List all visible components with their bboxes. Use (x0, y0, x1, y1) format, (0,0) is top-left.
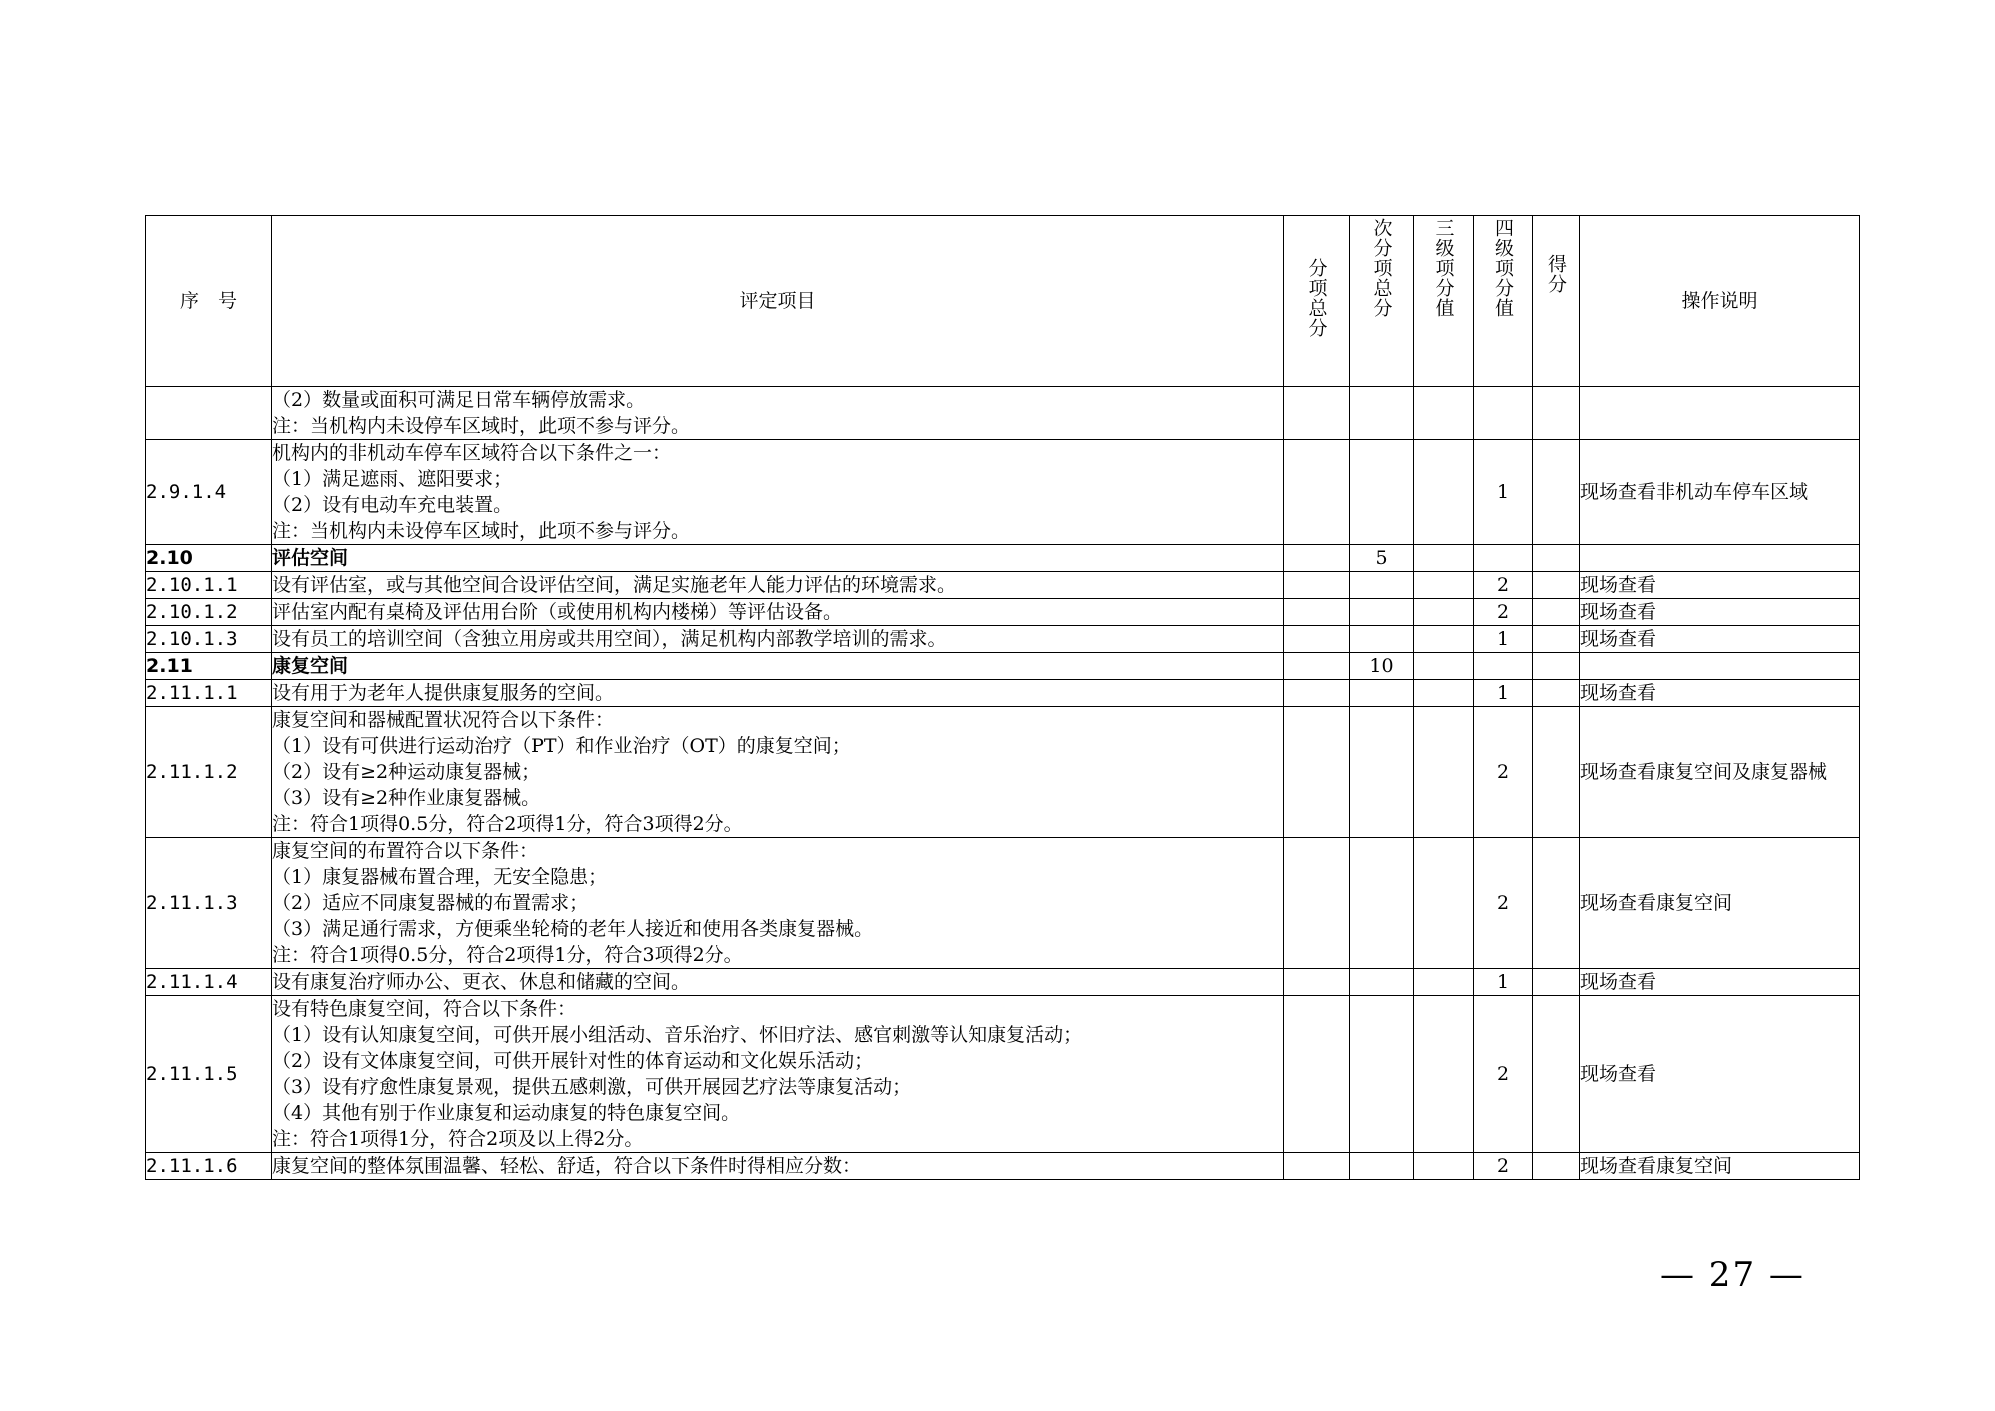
row-level3 (1414, 969, 1474, 996)
row-note: 现场查看 (1580, 680, 1860, 707)
row-seq (146, 387, 272, 440)
row-score (1533, 680, 1580, 707)
page-number: — 27 — (1660, 1255, 1805, 1295)
row-level4: 1 (1474, 680, 1533, 707)
table-row (146, 680, 1860, 707)
row-level4: 2 (1474, 572, 1533, 599)
row-sub-total: 5 (1350, 545, 1414, 572)
row-sub-total (1350, 572, 1414, 599)
row-score (1533, 440, 1580, 545)
row-note: 现场查看康复空间 (1580, 1153, 1860, 1180)
row-item (272, 838, 1284, 969)
header-seq: 序 号 (146, 216, 272, 387)
row-total (1284, 707, 1350, 838)
row-score (1533, 599, 1580, 626)
row-item (272, 680, 1284, 707)
row-level4: 2 (1474, 996, 1533, 1153)
row-item-line: 设有评估室，或与其他空间合设评估空间，满足实施老年人能力评估的环境需求。 (272, 574, 957, 596)
row-item-line: 康复空间 (272, 655, 349, 677)
row-seq: 2.11.1.4 (146, 969, 272, 996)
table-row (146, 440, 1860, 545)
row-note: 现场查看康复空间 (1580, 838, 1860, 969)
row-item-line: （2）适应不同康复器械的布置需求； (272, 892, 589, 914)
row-note: 现场查看 (1580, 626, 1860, 653)
row-item-line: 评估室内配有桌椅及评估用台阶（或使用机构内楼梯）等评估设备。 (272, 601, 843, 623)
table-row (146, 545, 1860, 572)
row-item (272, 572, 1284, 599)
row-note (1580, 545, 1860, 572)
row-seq: 2.11 (146, 653, 272, 680)
row-level4: 2 (1474, 707, 1533, 838)
row-item-line: （2）设有≥2种运动康复器械； (272, 761, 541, 783)
row-seq: 2.11.1.3 (146, 838, 272, 969)
row-total (1284, 626, 1350, 653)
row-note: 现场查看康复空间及康复器械 (1580, 707, 1860, 838)
row-seq: 2.11.1.6 (146, 1153, 272, 1180)
row-level4 (1474, 545, 1533, 572)
row-note: 现场查看 (1580, 969, 1860, 996)
row-level3 (1414, 707, 1474, 838)
table-row (146, 572, 1860, 599)
header-level3: 三级项分值 (1432, 218, 1455, 318)
row-item-line: （1）满足遮雨、遮阳要求； (272, 468, 513, 490)
row-level3 (1414, 387, 1474, 440)
row-item-line: 注：符合1项得0.5分，符合2项得1分，符合3项得2分。 (272, 813, 743, 835)
row-item-line: （4）其他有别于作业康复和运动康复的特色康复空间。 (272, 1102, 741, 1124)
row-score (1533, 707, 1580, 838)
table-row (146, 838, 1860, 969)
row-item-line: 康复空间的整体氛围温馨、轻松、舒适，符合以下条件时得相应分数： (272, 1155, 862, 1177)
row-seq: 2.11.1.2 (146, 707, 272, 838)
row-total (1284, 838, 1350, 969)
row-note: 现场查看 (1580, 572, 1860, 599)
row-seq: 2.9.1.4 (146, 440, 272, 545)
table-row (146, 653, 1860, 680)
row-level3 (1414, 996, 1474, 1153)
row-item (272, 1153, 1284, 1180)
row-level4 (1474, 387, 1533, 440)
row-note (1580, 387, 1860, 440)
row-item-line: 康复空间和器械配置状况符合以下条件： (272, 709, 615, 731)
row-sub-total (1350, 387, 1414, 440)
header-item: 评定项目 (272, 216, 1284, 387)
row-level3 (1414, 1153, 1474, 1180)
table-row (146, 707, 1860, 838)
row-item-line: （2）设有文体康复空间，可供开展针对性的体育运动和文化娱乐活动； (272, 1050, 874, 1072)
row-total (1284, 572, 1350, 599)
row-item-line: 机构内的非机动车停车区域符合以下条件之一： (272, 442, 672, 464)
table-row (146, 387, 1860, 440)
row-level3 (1414, 599, 1474, 626)
row-score (1533, 626, 1580, 653)
row-seq: 2.10.1.3 (146, 626, 272, 653)
row-level3 (1414, 440, 1474, 545)
table-row (146, 626, 1860, 653)
row-item-line: （3）满足通行需求，方便乘坐轮椅的老年人接近和使用各类康复器械。 (272, 918, 874, 940)
row-total (1284, 653, 1350, 680)
row-sub-total (1350, 440, 1414, 545)
row-level4: 2 (1474, 1153, 1533, 1180)
row-item (272, 653, 1284, 680)
row-score (1533, 996, 1580, 1153)
row-level4 (1474, 653, 1533, 680)
row-item (272, 707, 1284, 838)
row-item-line: 评估空间 (272, 547, 349, 569)
row-item-line: （2）设有电动车充电装置。 (272, 494, 513, 516)
row-seq: 2.10.1.2 (146, 599, 272, 626)
row-level4: 1 (1474, 969, 1533, 996)
row-item-line: （1）康复器械布置合理，无安全隐患； (272, 866, 608, 888)
row-total (1284, 599, 1350, 626)
row-item-line: （3）设有≥2种作业康复器械。 (272, 787, 541, 809)
table-row (146, 1153, 1860, 1180)
row-level3 (1414, 626, 1474, 653)
row-item-line: 注：当机构内未设停车区域时，此项不参与评分。 (272, 415, 691, 437)
row-level4: 2 (1474, 599, 1533, 626)
row-note: 现场查看非机动车停车区域 (1580, 440, 1860, 545)
row-seq: 2.11.1.5 (146, 996, 272, 1153)
row-level4: 2 (1474, 838, 1533, 969)
row-item-line: 注：符合1项得1分，符合2项及以上得2分。 (272, 1128, 644, 1150)
row-level3 (1414, 838, 1474, 969)
table-row (146, 599, 1860, 626)
row-total (1284, 969, 1350, 996)
row-level3 (1414, 680, 1474, 707)
row-sub-total (1350, 996, 1414, 1153)
row-score (1533, 1153, 1580, 1180)
row-item-line: 设有特色康复空间，符合以下条件： (272, 998, 577, 1020)
row-score (1533, 969, 1580, 996)
header-level4: 四级项分值 (1492, 218, 1514, 318)
row-total (1284, 387, 1350, 440)
row-seq: 2.10.1.1 (146, 572, 272, 599)
row-note: 现场查看 (1580, 996, 1860, 1153)
row-sub-total: 10 (1350, 653, 1414, 680)
table-row (146, 969, 1860, 996)
row-level3 (1414, 653, 1474, 680)
table-row (146, 996, 1860, 1153)
header-total: 分项总分 (1305, 257, 1328, 338)
row-note (1580, 653, 1860, 680)
row-item (272, 969, 1284, 996)
row-total (1284, 680, 1350, 707)
row-seq: 2.10 (146, 545, 272, 572)
row-item-line: 设有员工的培训空间（含独立用房或共用空间），满足机构内部教学培训的需求。 (272, 628, 947, 650)
row-level4: 1 (1474, 626, 1533, 653)
evaluation-table (145, 215, 1860, 1180)
row-total (1284, 1153, 1350, 1180)
row-sub-total (1350, 969, 1414, 996)
row-score (1533, 387, 1580, 440)
row-item (272, 599, 1284, 626)
row-item-line: 注：当机构内未设停车区域时，此项不参与评分。 (272, 520, 691, 542)
table-header-row (146, 216, 1860, 387)
row-sub-total (1350, 707, 1414, 838)
row-item-line: 康复空间的布置符合以下条件： (272, 840, 539, 862)
row-item-line: 设有康复治疗师办公、更衣、休息和储藏的空间。 (272, 971, 691, 993)
row-sub-total (1350, 626, 1414, 653)
row-level3 (1414, 545, 1474, 572)
row-level4: 1 (1474, 440, 1533, 545)
row-level3 (1414, 572, 1474, 599)
row-score (1533, 545, 1580, 572)
row-item-line: （1）设有认知康复空间，可供开展小组活动、音乐治疗、怀旧疗法、感官刺激等认知康复活动； (272, 1024, 1083, 1046)
row-sub-total (1350, 838, 1414, 969)
row-item (272, 626, 1284, 653)
header-score: 得分 (1545, 254, 1567, 294)
row-item-line: （3）设有疗愈性康复景观，提供五感刺激，可供开展园艺疗法等康复活动； (272, 1076, 912, 1098)
row-item (272, 440, 1284, 545)
row-sub-total (1350, 1153, 1414, 1180)
row-item-line: 设有用于为老年人提供康复服务的空间。 (272, 682, 615, 704)
row-item (272, 545, 1284, 572)
row-seq: 2.11.1.1 (146, 680, 272, 707)
row-sub-total (1350, 680, 1414, 707)
row-item-line: （2）数量或面积可满足日常车辆停放需求。 (272, 389, 646, 411)
header-sub: 次分项总分 (1370, 218, 1393, 318)
row-item-line: （1）设有可供进行运动治疗（PT）和作业治疗（OT）的康复空间； (272, 735, 851, 757)
row-note: 现场查看 (1580, 599, 1860, 626)
row-item (272, 387, 1284, 440)
row-total (1284, 996, 1350, 1153)
row-sub-total (1350, 599, 1414, 626)
row-total (1284, 440, 1350, 545)
header-note: 操作说明 (1580, 216, 1860, 387)
row-item-line: 注：符合1项得0.5分，符合2项得1分，符合3项得2分。 (272, 944, 743, 966)
row-score (1533, 572, 1580, 599)
row-total (1284, 545, 1350, 572)
row-score (1533, 653, 1580, 680)
row-item (272, 996, 1284, 1153)
row-score (1533, 838, 1580, 969)
